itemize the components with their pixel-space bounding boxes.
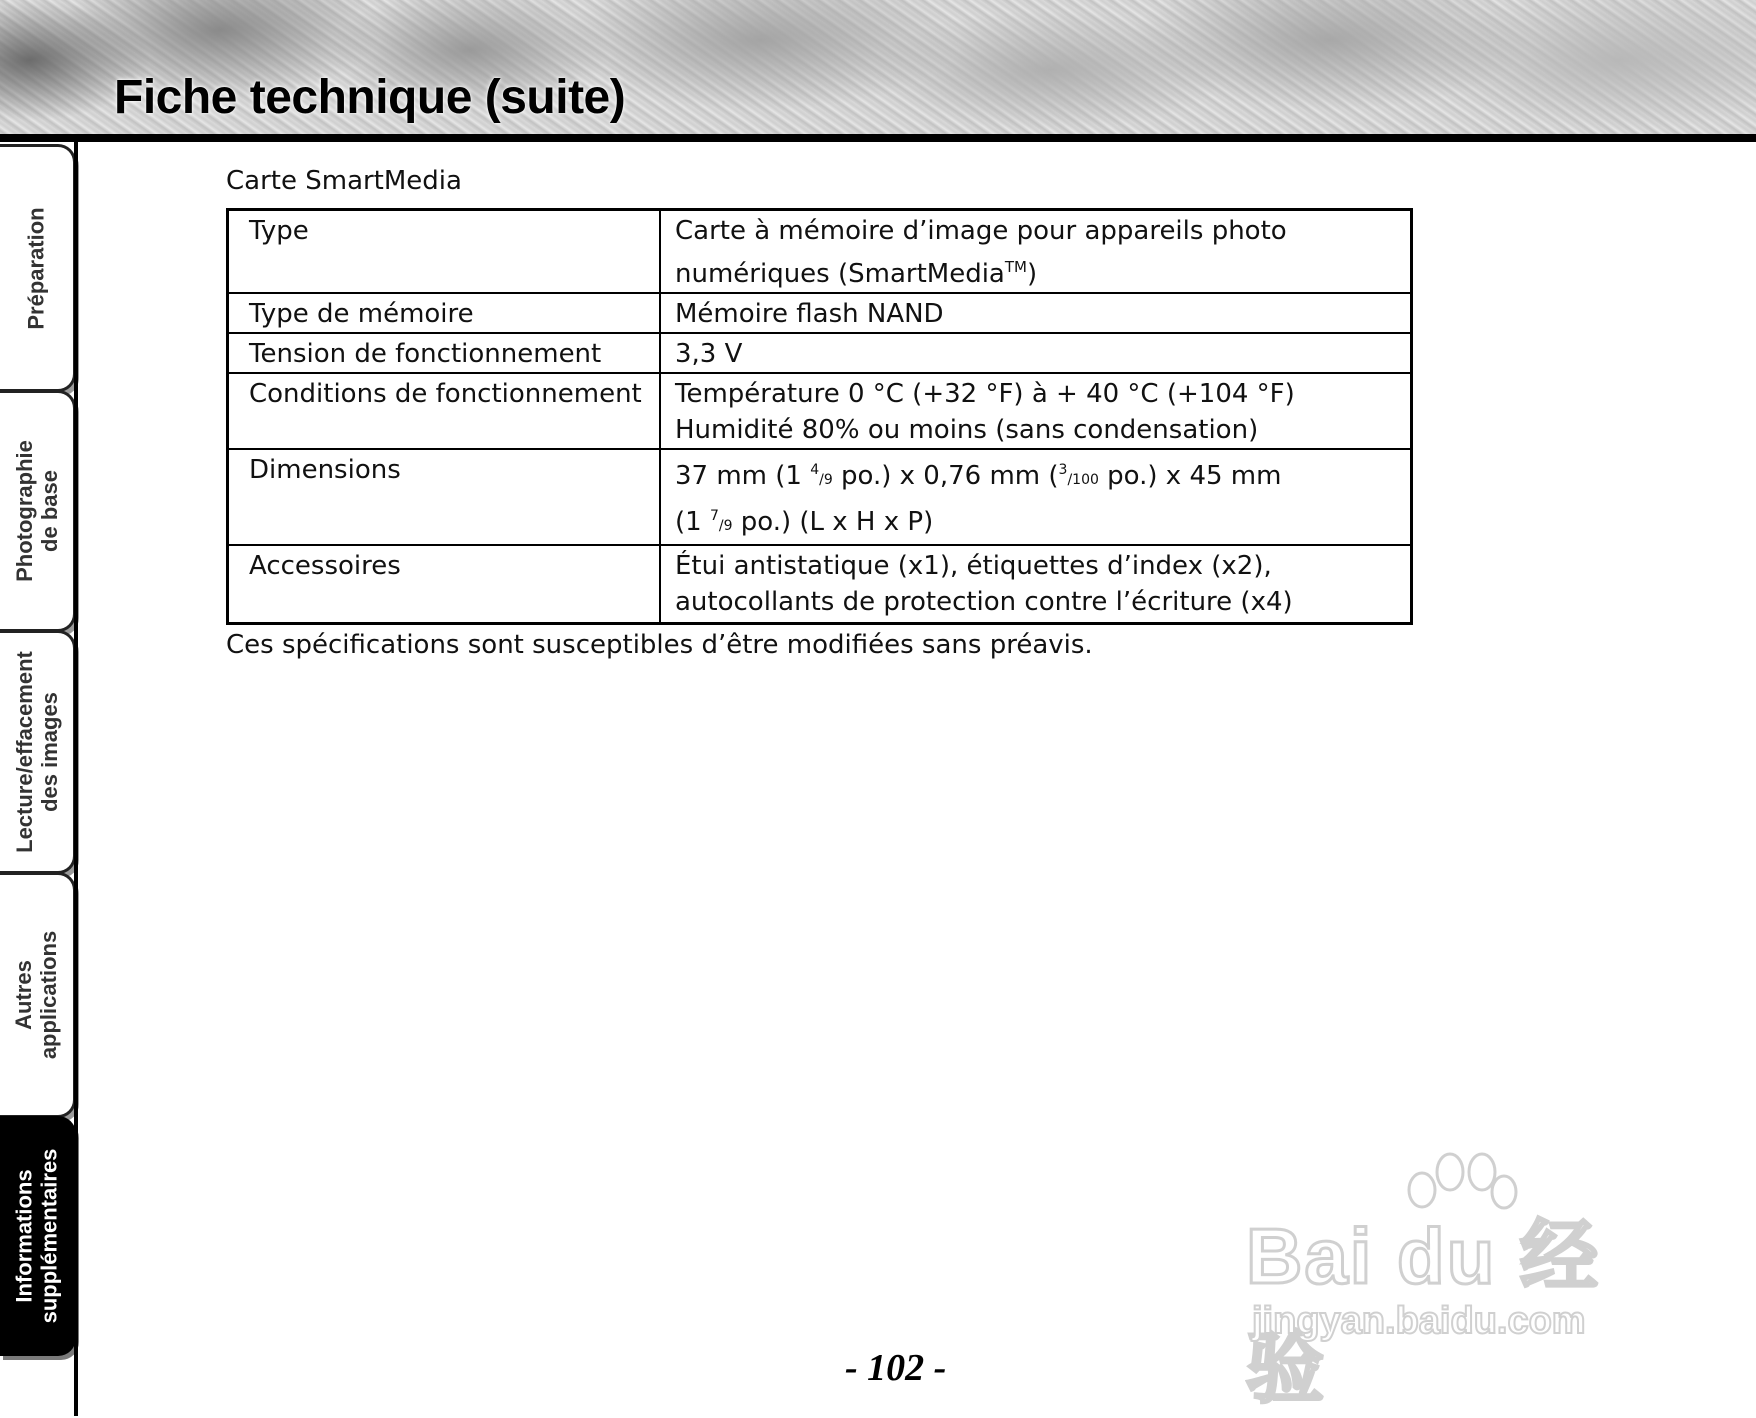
spec-value: 3,3 V: [660, 333, 1412, 373]
spec-table: [226, 208, 1413, 625]
table-row: [228, 210, 1412, 294]
spec-key: Accessoires: [228, 545, 661, 623]
page-title: Fiche technique (suite): [114, 71, 626, 124]
table-row: [228, 333, 1412, 373]
header-divider: [0, 134, 1756, 142]
table-row: [228, 293, 1412, 333]
section-tabs: [0, 142, 80, 1416]
spec-key: Tension de fonctionnement: [228, 333, 661, 373]
spec-key: Conditions de fonctionnement: [228, 373, 661, 449]
tab-label: Informations supplémentaires: [11, 1148, 62, 1324]
spec-key: Type: [228, 210, 661, 294]
tab-label: Photographie de base: [11, 440, 62, 582]
baidu-watermark: [1240, 1150, 1660, 1412]
tab-preparation[interactable]: [0, 144, 76, 392]
spec-key: Type de mémoire: [228, 293, 661, 333]
spec-value: Étui antistatique (x1), étiquettes d’index (x2), autocollants de protection contre l’écriture (x4): [660, 545, 1412, 623]
table-row: [228, 449, 1412, 545]
spec-value: 37 mm (1 $^4$/9 po.) x 0,76 mm ($^3$/100 po.) x 45 mm (1 $^7$/9 po.) (L x H x P): [660, 449, 1412, 545]
disclaimer-notice: Ces spécifications sont susceptibles d’être modifiées sans préavis.: [226, 630, 1093, 660]
watermark-url: jingyan.baidu.com: [1252, 1300, 1586, 1342]
tab-lecture-effacement[interactable]: [0, 630, 76, 874]
tab-label: Autres applications: [11, 930, 62, 1060]
spec-value: Carte à mémoire d’image pour appareils photo numériques (SmartMedia™): [660, 210, 1412, 294]
tab-informations-supplementaires[interactable]: [0, 1116, 76, 1356]
tab-label: Lecture/effacement des images: [11, 651, 62, 853]
watermark-brand: Bai du 经验: [1246, 1212, 1601, 1412]
tab-label: Préparation: [24, 206, 50, 330]
spec-value: Température 0 °C (+32 °F) à + 40 °C (+104 °F) Humidité 80% ou moins (sans condensation): [660, 373, 1412, 449]
sidebar-divider: [74, 142, 78, 1416]
table-row: [228, 545, 1412, 623]
spec-key: Dimensions: [228, 449, 661, 545]
tab-autres-applications[interactable]: [0, 872, 76, 1118]
tab-photographie-de-base[interactable]: [0, 390, 76, 632]
section-label: Carte SmartMedia: [226, 166, 462, 196]
table-row: [228, 373, 1412, 449]
spec-value: Mémoire flash NAND: [660, 293, 1412, 333]
page-number: - 102 -: [845, 1347, 947, 1389]
